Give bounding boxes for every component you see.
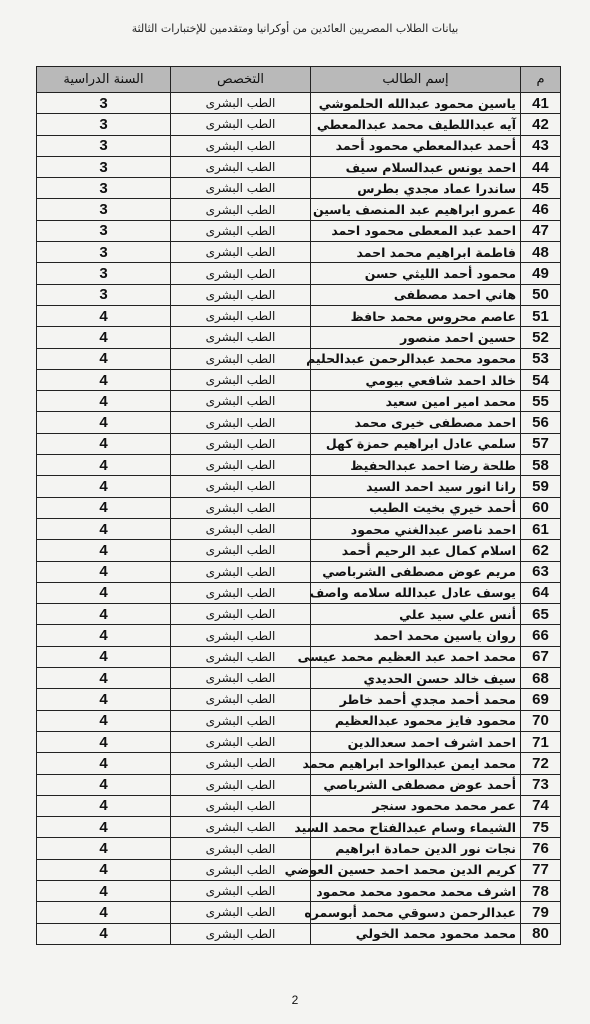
specialization-cell: الطب البشرى [171,242,311,263]
study-year-cell: 4 [37,604,171,625]
study-year-cell: 4 [37,518,171,539]
student-name-cell: عبدالرحمن دسوقي محمد أبوسمره [311,902,521,923]
specialization-cell: الطب البشرى [171,284,311,305]
row-number-cell: 44 [521,156,561,177]
study-year-cell: 4 [37,582,171,603]
student-name-cell: محمود محمد عبدالرحمن عبدالحليم [311,348,521,369]
specialization-cell: الطب البشرى [171,178,311,199]
row-number-cell: 78 [521,880,561,901]
study-year-cell: 4 [37,859,171,880]
row-number-cell: 68 [521,668,561,689]
study-year-cell: 4 [37,433,171,454]
table-row [37,923,561,944]
specialization-cell: الطب البشرى [171,604,311,625]
row-number-cell: 74 [521,795,561,816]
table-row [37,178,561,199]
specialization-cell: الطب البشرى [171,859,311,880]
page-number: 2 [291,993,299,1007]
specialization-cell: الطب البشرى [171,199,311,220]
table-row [37,561,561,582]
table-row [37,369,561,390]
specialization-cell: الطب البشرى [171,348,311,369]
row-number-cell: 76 [521,838,561,859]
table-row [37,625,561,646]
student-name-cell: سلمي عادل ابراهيم حمزة كهل [311,433,521,454]
study-year-cell: 4 [37,327,171,348]
specialization-cell: الطب البشرى [171,774,311,795]
table-row [37,582,561,603]
student-name-cell: محمود أحمد الليثي حسن [311,263,521,284]
table-row [37,220,561,241]
study-year-cell: 4 [37,689,171,710]
study-year-cell: 4 [37,795,171,816]
student-name-cell: محمود فايز محمود عبدالعظيم [311,710,521,731]
table-row [37,497,561,518]
table-row [37,774,561,795]
study-year-cell: 4 [37,305,171,326]
row-number-cell: 77 [521,859,561,880]
header-specialization: التخصص [171,67,311,93]
row-number-cell: 61 [521,518,561,539]
study-year-cell: 3 [37,263,171,284]
student-name-cell: عاصم محروس محمد حافظ [311,305,521,326]
specialization-cell: الطب البشرى [171,455,311,476]
student-name-cell: الشيماء وسام عبدالفتاح محمد السيد [311,817,521,838]
table-row [37,199,561,220]
study-year-cell: 4 [37,923,171,944]
table-row [37,646,561,667]
student-name-cell: كريم الدين محمد احمد حسين العوضي [311,859,521,880]
table-row [37,412,561,433]
student-name-cell: روان ياسين محمد احمد [311,625,521,646]
student-name-cell: عمرو ابراهيم عبد المنصف ياسين [311,199,521,220]
specialization-cell: الطب البشرى [171,582,311,603]
student-name-cell: ياسين محمود عبدالله الحلموشي [311,93,521,114]
study-year-cell: 3 [37,199,171,220]
table-row [37,604,561,625]
table-row [37,135,561,156]
table-row [37,710,561,731]
row-number-cell: 80 [521,923,561,944]
table-row [37,689,561,710]
document-title: بيانات الطلاب المصريين العائدين من أوكرانيا ومتقدمين للإختبارات الثالثة [131,22,459,35]
specialization-cell: الطب البشرى [171,923,311,944]
table-row [37,838,561,859]
study-year-cell: 3 [37,135,171,156]
table-row [37,93,561,114]
study-year-cell: 4 [37,731,171,752]
table-row [37,433,561,454]
row-number-cell: 64 [521,582,561,603]
table-row [37,327,561,348]
table-row [37,242,561,263]
table-row [37,518,561,539]
student-name-cell: احمد مصطفى خيرى محمد [311,412,521,433]
specialization-cell: الطب البشرى [171,391,311,412]
study-year-cell: 4 [37,880,171,901]
row-number-cell: 50 [521,284,561,305]
student-name-cell: فاطمة ابراهيم محمد احمد [311,242,521,263]
specialization-cell: الطب البشرى [171,689,311,710]
student-name-cell: احمد اشرف احمد سعدالدين [311,731,521,752]
specialization-cell: الطب البشرى [171,327,311,348]
study-year-cell: 4 [37,497,171,518]
table-row [37,817,561,838]
student-name-cell: اشرف محمد محمود محمد محمود [311,880,521,901]
header-number: م [521,67,561,93]
row-number-cell: 45 [521,178,561,199]
table-row [37,263,561,284]
table-row [37,795,561,816]
study-year-cell: 3 [37,156,171,177]
student-name-cell: ساندرا عماد مجدي بطرس [311,178,521,199]
row-number-cell: 79 [521,902,561,923]
study-year-cell: 4 [37,774,171,795]
row-number-cell: 41 [521,93,561,114]
student-name-cell: رانا انور سيد احمد السيد [311,476,521,497]
table-row [37,540,561,561]
study-year-cell: 4 [37,710,171,731]
student-name-cell: طلحة رضا احمد عبدالحفيظ [311,455,521,476]
student-name-cell: نجات نور الدين حمادة ابراهيم [311,838,521,859]
row-number-cell: 56 [521,412,561,433]
header-student-name: إسم الطالب [311,67,521,93]
student-name-cell: أنس علي سيد علي [311,604,521,625]
student-name-cell: خالد احمد شافعي بيومي [311,369,521,390]
specialization-cell: الطب البشرى [171,561,311,582]
table-row [37,902,561,923]
student-name-cell: محمد محمود محمد الخولي [311,923,521,944]
study-year-cell: 3 [37,93,171,114]
student-name-cell: احمد عبد المعطى محمود احمد [311,220,521,241]
study-year-cell: 4 [37,348,171,369]
specialization-cell: الطب البشرى [171,263,311,284]
specialization-cell: الطب البشرى [171,369,311,390]
row-number-cell: 59 [521,476,561,497]
study-year-cell: 4 [37,625,171,646]
row-number-cell: 73 [521,774,561,795]
specialization-cell: الطب البشرى [171,156,311,177]
header-study-year: السنة الدراسية [37,67,171,93]
study-year-cell: 4 [37,561,171,582]
study-year-cell: 4 [37,540,171,561]
table-row [37,880,561,901]
specialization-cell: الطب البشرى [171,753,311,774]
study-year-cell: 4 [37,668,171,689]
specialization-cell: الطب البشرى [171,902,311,923]
row-number-cell: 60 [521,497,561,518]
row-number-cell: 70 [521,710,561,731]
row-number-cell: 46 [521,199,561,220]
table-row [37,731,561,752]
table-header-row [37,67,561,93]
study-year-cell: 4 [37,412,171,433]
student-name-cell: عمر محمد محمود سنجر [311,795,521,816]
row-number-cell: 42 [521,114,561,135]
specialization-cell: الطب البشرى [171,731,311,752]
specialization-cell: الطب البشرى [171,540,311,561]
table-row [37,753,561,774]
student-name-cell: سيف خالد حسن الحديدي [311,668,521,689]
specialization-cell: الطب البشرى [171,412,311,433]
students-table [36,66,561,945]
row-number-cell: 52 [521,327,561,348]
specialization-cell: الطب البشرى [171,220,311,241]
study-year-cell: 4 [37,838,171,859]
study-year-cell: 4 [37,391,171,412]
table-row [37,668,561,689]
specialization-cell: الطب البشرى [171,795,311,816]
study-year-cell: 4 [37,753,171,774]
student-name-cell: أحمد عوض مصطفى الشرباصي [311,774,521,795]
study-year-cell: 4 [37,646,171,667]
student-name-cell: حسين احمد منصور [311,327,521,348]
specialization-cell: الطب البشرى [171,710,311,731]
student-name-cell: أحمد خيري بخيت الطيب [311,497,521,518]
row-number-cell: 75 [521,817,561,838]
row-number-cell: 53 [521,348,561,369]
specialization-cell: الطب البشرى [171,433,311,454]
row-number-cell: 62 [521,540,561,561]
table-row [37,859,561,880]
row-number-cell: 72 [521,753,561,774]
specialization-cell: الطب البشرى [171,838,311,859]
student-name-cell: محمد أحمد مجدي أحمد خاطر [311,689,521,710]
study-year-cell: 4 [37,902,171,923]
table-row [37,348,561,369]
student-name-cell: محمد ايمن عبدالواحد ابراهيم محمد [311,753,521,774]
table-body [37,93,561,945]
row-number-cell: 65 [521,604,561,625]
row-number-cell: 55 [521,391,561,412]
specialization-cell: الطب البشرى [171,880,311,901]
row-number-cell: 54 [521,369,561,390]
specialization-cell: الطب البشرى [171,668,311,689]
study-year-cell: 3 [37,242,171,263]
row-number-cell: 63 [521,561,561,582]
study-year-cell: 3 [37,178,171,199]
row-number-cell: 43 [521,135,561,156]
row-number-cell: 66 [521,625,561,646]
study-year-cell: 4 [37,476,171,497]
specialization-cell: الطب البشرى [171,518,311,539]
specialization-cell: الطب البشرى [171,497,311,518]
study-year-cell: 3 [37,114,171,135]
row-number-cell: 47 [521,220,561,241]
table-row [37,114,561,135]
study-year-cell: 4 [37,455,171,476]
table-row [37,391,561,412]
table-row [37,305,561,326]
specialization-cell: الطب البشرى [171,135,311,156]
specialization-cell: الطب البشرى [171,625,311,646]
row-number-cell: 57 [521,433,561,454]
student-name-cell: محمد امير امين سعيد [311,391,521,412]
student-name-cell: اسلام كمال عبد الرحيم أحمد [311,540,521,561]
table-row [37,455,561,476]
study-year-cell: 3 [37,220,171,241]
study-year-cell: 3 [37,284,171,305]
specialization-cell: الطب البشرى [171,476,311,497]
row-number-cell: 48 [521,242,561,263]
specialization-cell: الطب البشرى [171,817,311,838]
row-number-cell: 49 [521,263,561,284]
table-row [37,476,561,497]
row-number-cell: 71 [521,731,561,752]
student-name-cell: مريم عوض مصطفى الشرباصي [311,561,521,582]
row-number-cell: 69 [521,689,561,710]
specialization-cell: الطب البشرى [171,93,311,114]
specialization-cell: الطب البشرى [171,646,311,667]
study-year-cell: 4 [37,369,171,390]
row-number-cell: 67 [521,646,561,667]
student-name-cell: احمد ناصر عبدالغني محمود [311,518,521,539]
table-row [37,156,561,177]
student-name-cell: أحمد عبدالمعطي محمود أحمد [311,135,521,156]
student-name-cell: محمد احمد عبد العظيم محمد عيسى [311,646,521,667]
row-number-cell: 51 [521,305,561,326]
row-number-cell: 58 [521,455,561,476]
study-year-cell: 4 [37,817,171,838]
table-row [37,284,561,305]
student-name-cell: آيه عبداللطيف محمد عبدالمعطي [311,114,521,135]
student-name-cell: احمد يونس عبدالسلام سيف [311,156,521,177]
specialization-cell: الطب البشرى [171,305,311,326]
student-name-cell: يوسف عادل عبدالله سلامه واصف [311,582,521,603]
student-name-cell: هاني احمد مصطفى [311,284,521,305]
specialization-cell: الطب البشرى [171,114,311,135]
